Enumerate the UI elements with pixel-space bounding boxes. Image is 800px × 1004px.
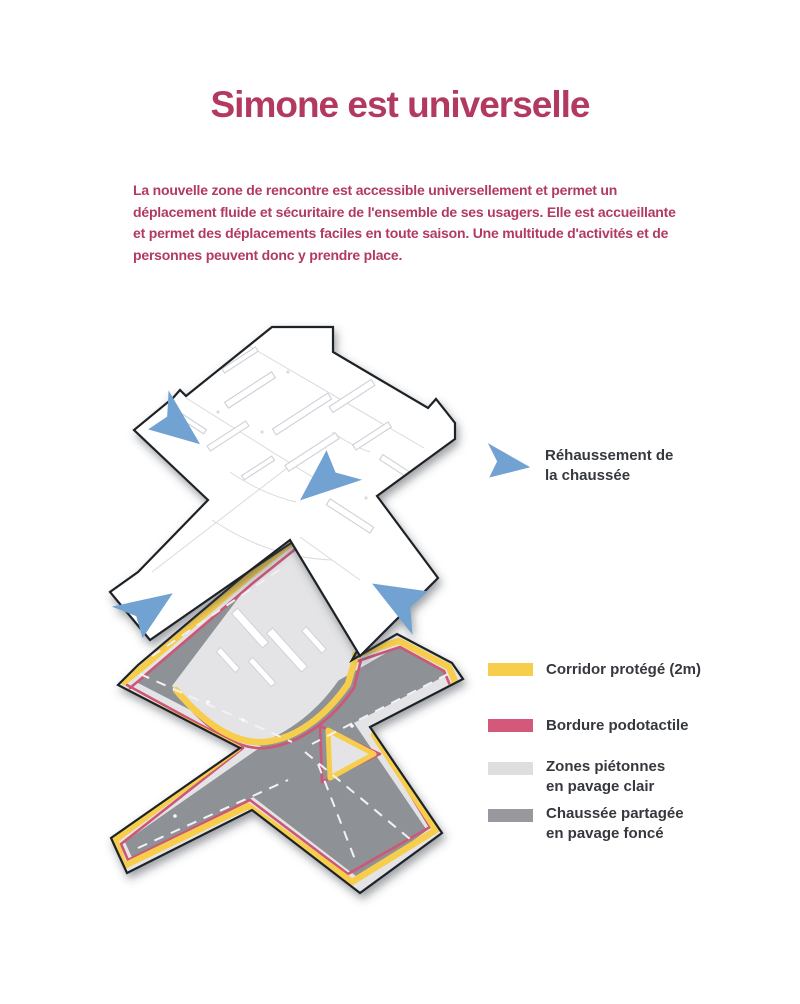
intro-paragraph: La nouvelle zone de rencontre est accessible universellement et permet un déplacement fluide et sécuritaire de l'ensemble de ses usagers. Elle est accueillante et permet des déplacements faciles en toute saison. Une multitude d'activités et de personnes peuvent donc y prendre place. bbox=[133, 182, 676, 263]
legend-label-rehaussement: Réhaussement de la chaussée bbox=[545, 447, 674, 484]
corridor-swatch bbox=[488, 663, 533, 676]
chaussee-partagee-swatch bbox=[488, 809, 533, 822]
raised-roadway-arrow-icon bbox=[483, 441, 533, 487]
legend-label-bordure: Bordure podotactile bbox=[546, 717, 689, 734]
legend-label-chaussee-partagee: Chaussée partagée en pavage foncé bbox=[546, 805, 684, 842]
bordure-swatch bbox=[488, 719, 533, 732]
page-title: Simone est universelle bbox=[210, 84, 590, 125]
legend-label-corridor: Corridor protégé (2m) bbox=[546, 661, 702, 678]
zones-pietonnes-swatch bbox=[488, 762, 533, 775]
legend-label-zones-pietonnes: Zones piétonnes en pavage clair bbox=[546, 758, 666, 795]
